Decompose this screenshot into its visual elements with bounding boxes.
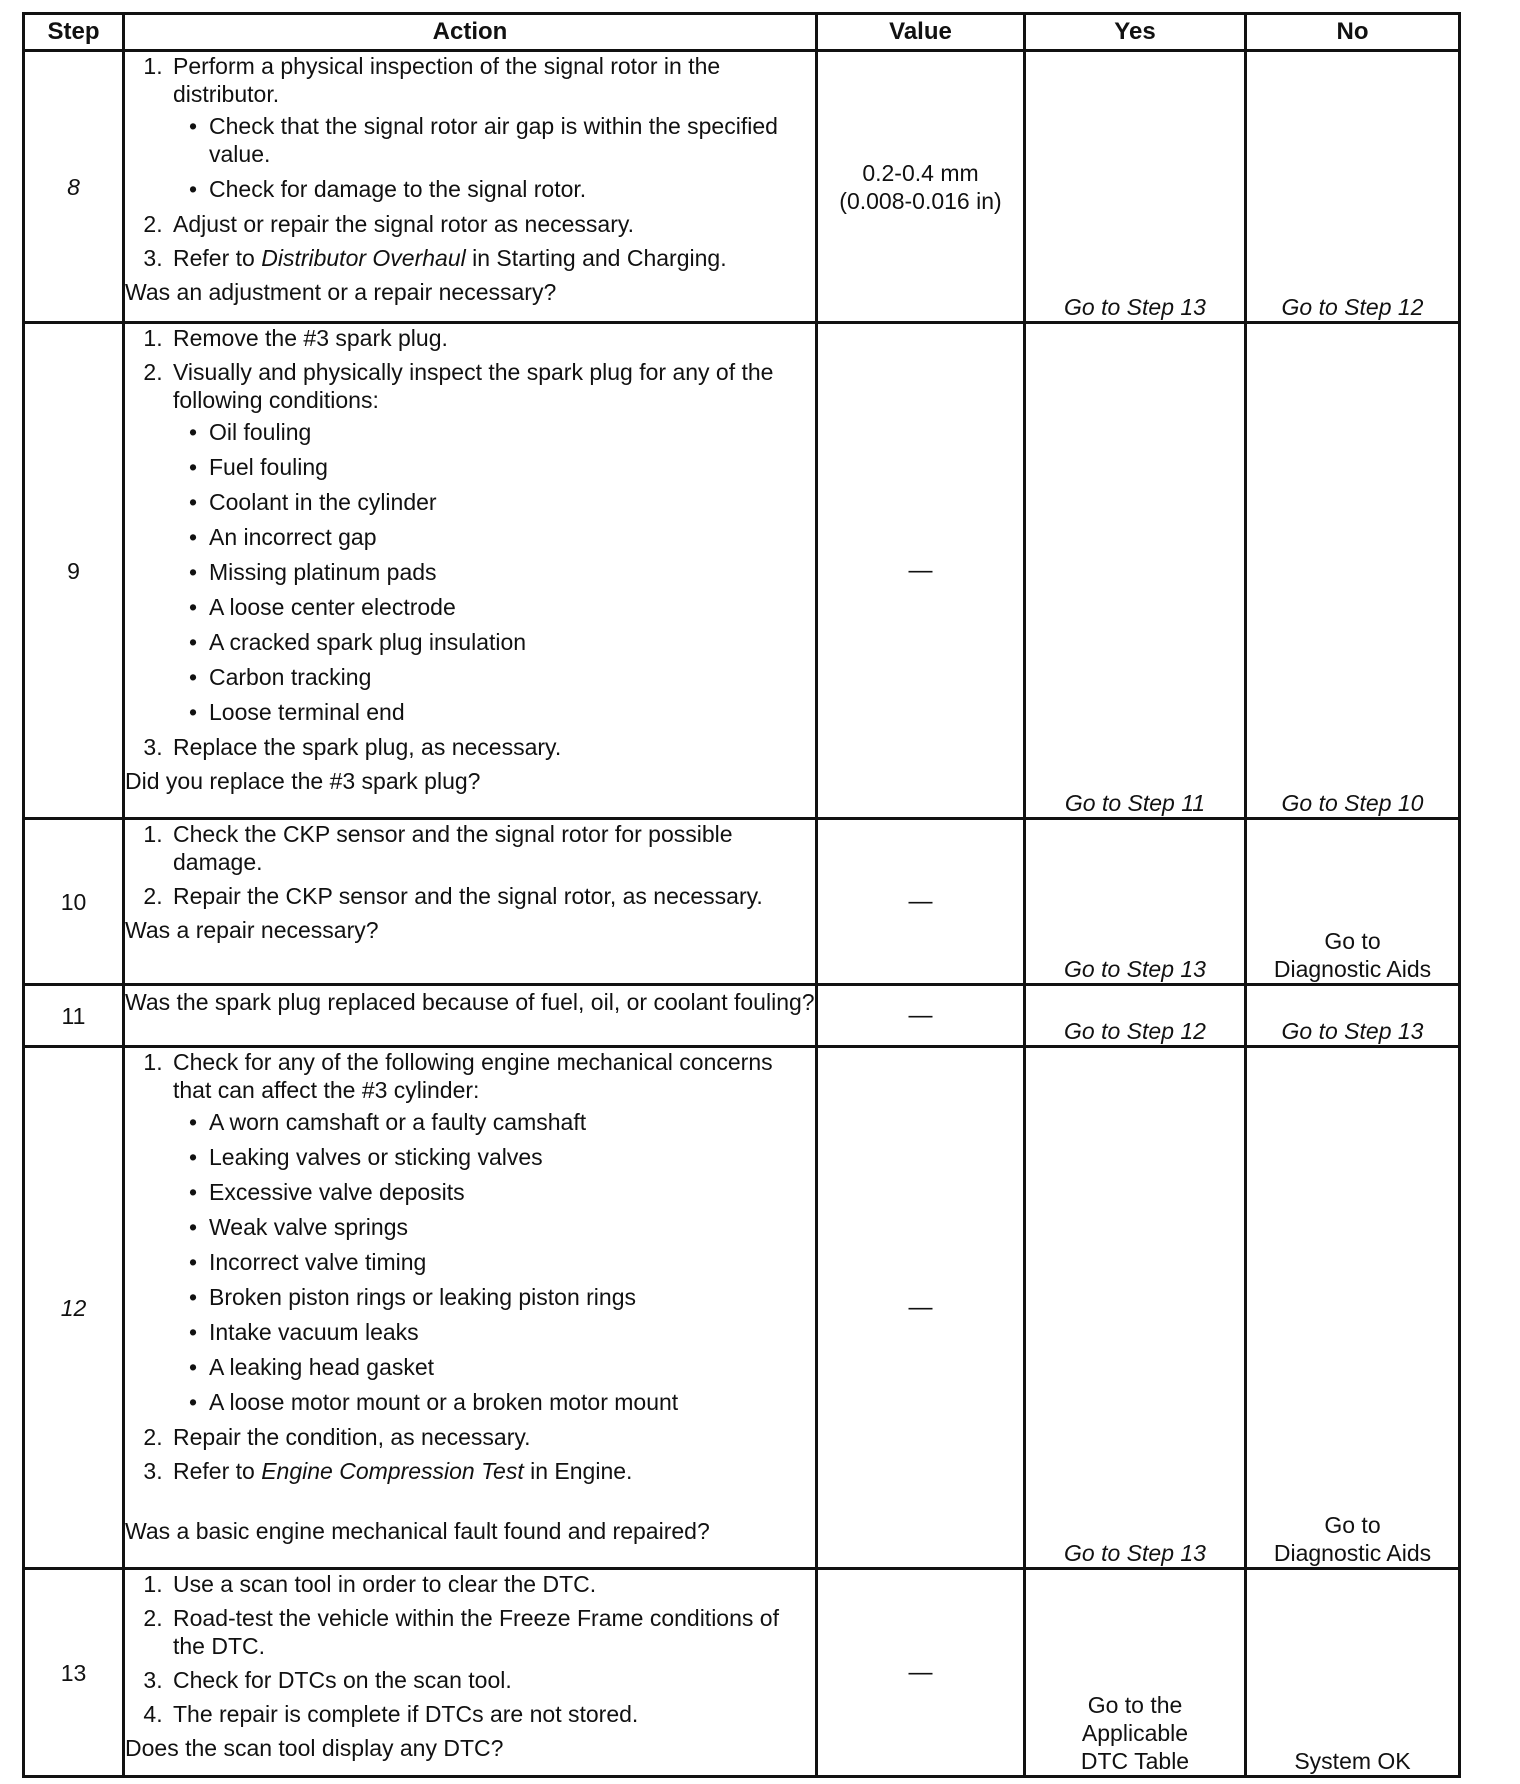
value-metric: 0.2-0.4 mm xyxy=(862,159,979,186)
header-action: Action xyxy=(124,14,817,51)
question-text: Was a basic engine mechanical fault found and repaired? xyxy=(125,1518,710,1544)
list-item xyxy=(169,1048,815,1416)
action-list xyxy=(125,1570,815,1728)
no-cell: Go to Step 12 xyxy=(1246,51,1460,323)
list-item xyxy=(169,244,815,272)
header-no: No xyxy=(1246,14,1460,51)
list-item: 1. Remove the #3 spark plug. xyxy=(169,324,815,352)
reference-link-text: Engine Compression Test xyxy=(261,1458,524,1484)
action-text: Perform a physical inspection of the signal rotor in the distributor. xyxy=(173,53,721,107)
header-yes: Yes xyxy=(1025,14,1246,51)
value-cell xyxy=(817,51,1025,323)
step-number: 11 xyxy=(24,985,124,1047)
bullet-item: • Carbon tracking xyxy=(209,663,815,691)
table-row-step-10 xyxy=(24,819,1460,985)
action-list xyxy=(125,1048,815,1485)
bullet-item: • A loose center electrode xyxy=(209,593,815,621)
list-item: 1. Use a scan tool in order to clear the DTC. xyxy=(169,1570,815,1598)
no-line: Go to xyxy=(1324,1512,1381,1538)
bullet-item: • An incorrect gap xyxy=(209,523,815,551)
yes-line: DTC Table xyxy=(1080,1748,1190,1774)
action-cell xyxy=(124,1047,817,1569)
bullet-item: • Check that the signal rotor air gap is within the specified value. xyxy=(209,112,815,168)
step-number: 10 xyxy=(24,819,124,985)
question-text: Was the spark plug replaced because of fuel, oil, or coolant fouling? xyxy=(125,989,815,1015)
reference-link-text: Distributor Overhaul xyxy=(261,245,466,271)
value-cell: — xyxy=(817,1569,1025,1777)
list-item: 1. Check the CKP sensor and the signal rotor for possible damage. xyxy=(169,820,815,876)
bullet-item: • Oil fouling xyxy=(209,418,815,446)
table-row-step-8 xyxy=(24,51,1460,323)
bullet-item: • Missing platinum pads xyxy=(209,558,815,586)
table-row-step-9 xyxy=(24,323,1460,819)
header-row xyxy=(24,14,1460,51)
bullet-item: • Intake vacuum leaks xyxy=(209,1318,815,1346)
question-text: Did you replace the #3 spark plug? xyxy=(125,768,481,794)
yes-cell: Go to Step 13 xyxy=(1025,1047,1246,1569)
table-row-step-12 xyxy=(24,1047,1460,1569)
no-cell: Go to Step 10 xyxy=(1246,323,1460,819)
action-list xyxy=(125,324,815,761)
yes-line: Go to the xyxy=(1087,1692,1183,1718)
list-item xyxy=(169,52,815,203)
step-number: 12 xyxy=(24,1047,124,1569)
step-number: 8 xyxy=(24,51,124,323)
bullet-item: • A worn camshaft or a faulty camshaft xyxy=(209,1108,815,1136)
list-item xyxy=(169,1457,815,1485)
value-cell: — xyxy=(817,1047,1025,1569)
yes-cell: Go to Step 12 xyxy=(1025,985,1246,1047)
no-cell xyxy=(1246,1047,1460,1569)
question-text: Was an adjustment or a repair necessary? xyxy=(125,279,557,305)
bullet-list xyxy=(173,418,815,726)
list-item: 3. Check for DTCs on the scan tool. xyxy=(169,1666,815,1694)
spacer xyxy=(125,1491,815,1515)
bullet-item: • Weak valve springs xyxy=(209,1213,815,1241)
list-item: 2. Repair the condition, as necessary. xyxy=(169,1423,815,1451)
question-text: Does the scan tool display any DTC? xyxy=(125,1735,504,1761)
bullet-item: • A cracked spark plug insulation xyxy=(209,628,815,656)
yes-line: Applicable xyxy=(1081,1720,1189,1746)
list-item: 2. Adjust or repair the signal rotor as necessary. xyxy=(169,210,815,238)
action-cell xyxy=(124,985,817,1047)
bullet-item: • Leaking valves or sticking valves xyxy=(209,1143,815,1171)
step-number: 13 xyxy=(24,1569,124,1777)
diagnostic-table xyxy=(22,12,1461,1778)
action-text: Check for any of the following engine mechanical concerns that can affect the #3 cylinder: xyxy=(173,1049,773,1103)
bullet-item: • Coolant in the cylinder xyxy=(209,488,815,516)
yes-cell xyxy=(1025,1569,1246,1777)
action-cell xyxy=(124,1569,817,1777)
list-item: 3. Replace the spark plug, as necessary. xyxy=(169,733,815,761)
bullet-item: • Incorrect valve timing xyxy=(209,1248,815,1276)
question-text: Was a repair necessary? xyxy=(125,917,379,943)
no-line: Diagnostic Aids xyxy=(1273,1540,1432,1566)
no-cell: System OK xyxy=(1246,1569,1460,1777)
bullet-item: • A loose motor mount or a broken motor mount xyxy=(209,1388,815,1416)
action-cell xyxy=(124,819,817,985)
table-row-step-11 xyxy=(24,985,1460,1047)
value-cell: — xyxy=(817,985,1025,1047)
bullet-list xyxy=(173,112,815,203)
action-list xyxy=(125,52,815,272)
value-cell: — xyxy=(817,819,1025,985)
action-text: in Engine. xyxy=(523,1458,633,1484)
no-cell xyxy=(1246,819,1460,985)
action-list xyxy=(125,820,815,910)
yes-cell: Go to Step 11 xyxy=(1025,323,1246,819)
list-item: 2. Road-test the vehicle within the Freeze Frame conditions of the DTC. xyxy=(169,1604,815,1660)
bullet-item: • Broken piston rings or leaking piston rings xyxy=(209,1283,815,1311)
bullet-item: • Fuel fouling xyxy=(209,453,815,481)
action-text: Refer to xyxy=(173,245,262,271)
action-cell xyxy=(124,323,817,819)
action-text: Refer to xyxy=(173,1458,262,1484)
value-imperial: (0.008-0.016 in) xyxy=(839,187,1002,214)
value-cell: — xyxy=(817,323,1025,819)
bullet-item: • Loose terminal end xyxy=(209,698,815,726)
action-cell xyxy=(124,51,817,323)
table-row-step-13 xyxy=(24,1569,1460,1777)
header-value: Value xyxy=(817,14,1025,51)
action-text: Visually and physically inspect the spark plug for any of the following conditions: xyxy=(173,359,774,413)
no-line: Diagnostic Aids xyxy=(1273,956,1432,982)
no-cell: Go to Step 13 xyxy=(1246,985,1460,1047)
header-step: Step xyxy=(24,14,124,51)
bullet-list xyxy=(173,1108,815,1416)
yes-cell: Go to Step 13 xyxy=(1025,819,1246,985)
list-item: 2. Repair the CKP sensor and the signal rotor, as necessary. xyxy=(169,882,815,910)
list-item: 4. The repair is complete if DTCs are not stored. xyxy=(169,1700,815,1728)
bullet-item: • Excessive valve deposits xyxy=(209,1178,815,1206)
list-item xyxy=(169,358,815,726)
action-text: in Starting and Charging. xyxy=(465,245,727,271)
step-number: 9 xyxy=(24,323,124,819)
bullet-item: • Check for damage to the signal rotor. xyxy=(209,175,815,203)
no-line: Go to xyxy=(1324,928,1381,954)
bullet-item: • A leaking head gasket xyxy=(209,1353,815,1381)
yes-cell: Go to Step 13 xyxy=(1025,51,1246,323)
